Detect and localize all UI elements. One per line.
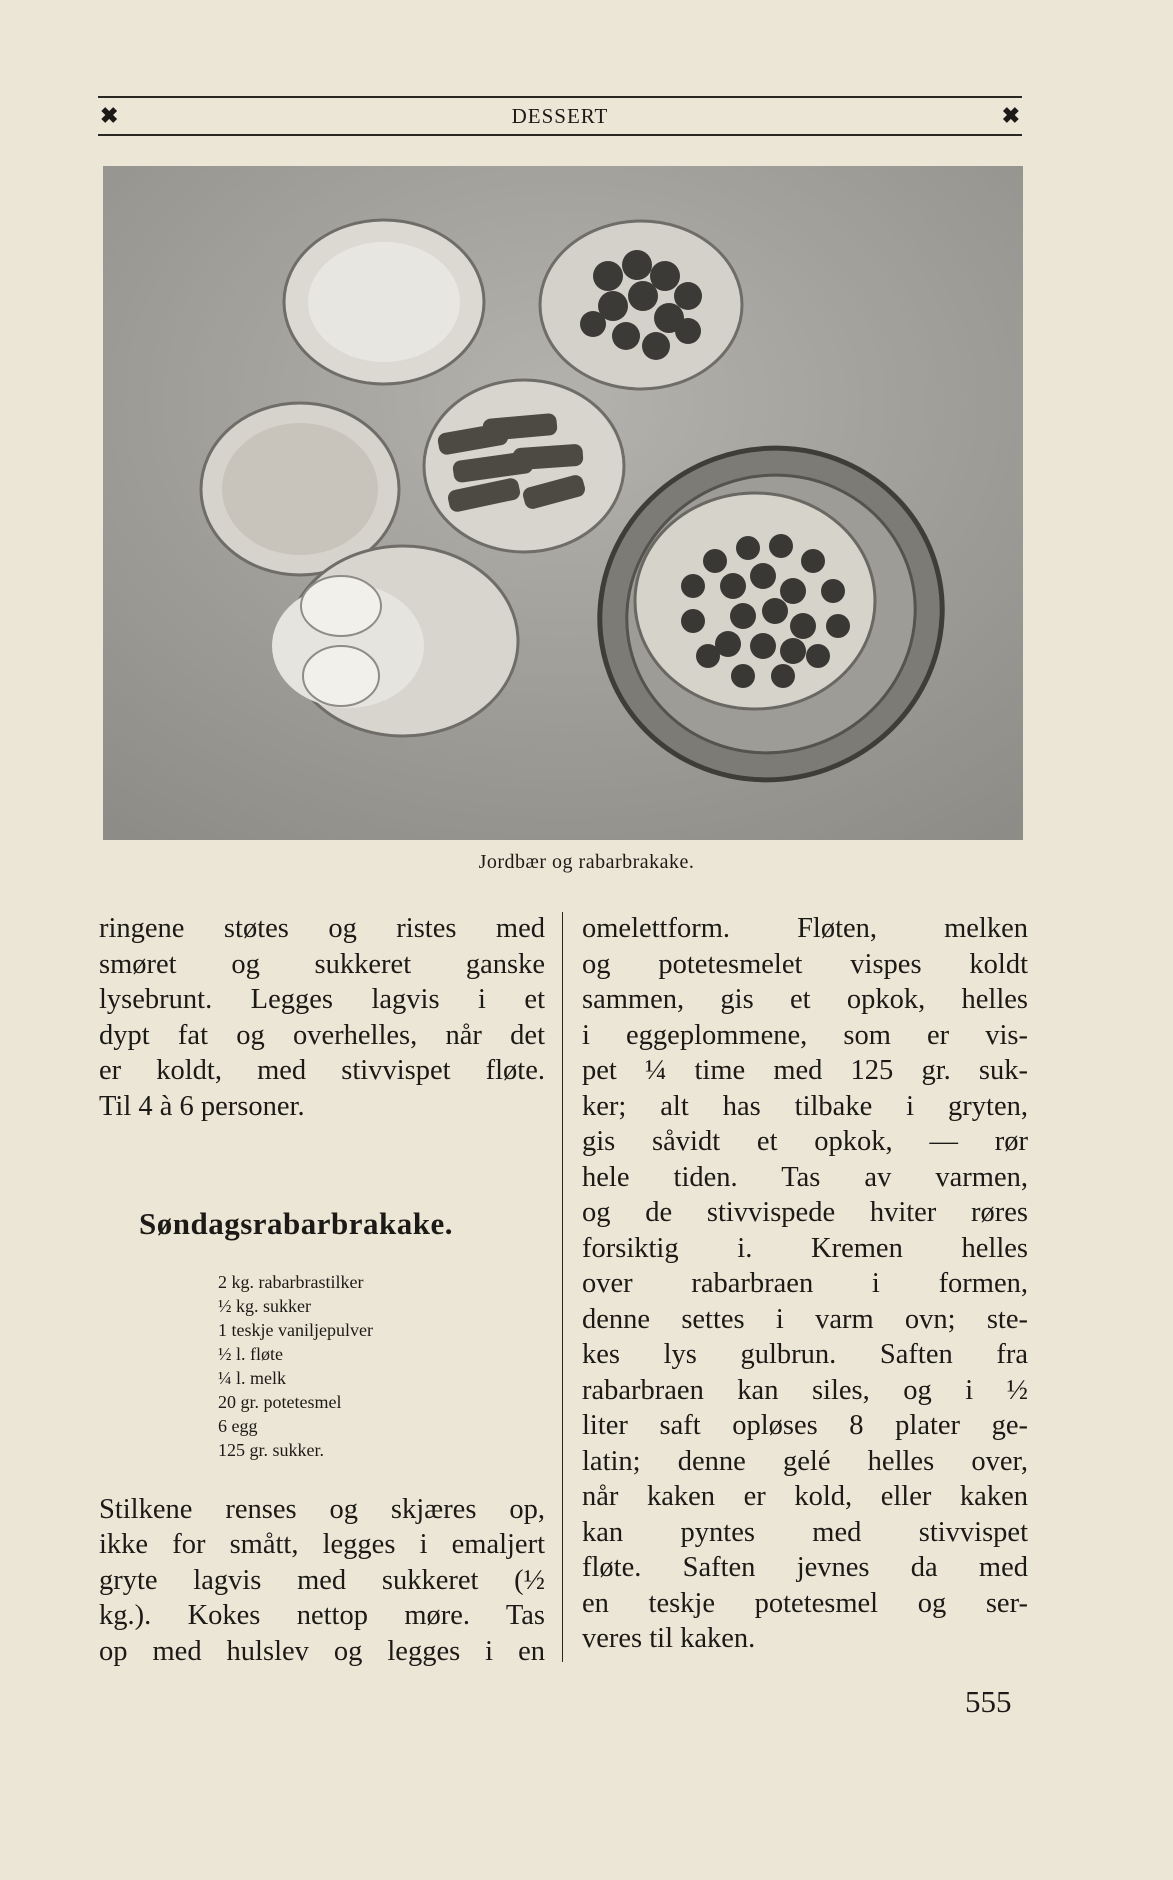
recipe-title: Søndagsrabarbrakake. <box>139 1206 454 1241</box>
text-line: rabarbraen kan siles, og i ½ <box>582 1374 1028 1406</box>
text-line: pet ¼ time med 125 gr. suk- <box>582 1055 1028 1086</box>
cake-photo <box>103 166 1023 840</box>
text-line: kan pyntes med stivvispet <box>582 1516 1028 1548</box>
text-line: ikke for smått, legges i emaljert <box>99 1529 545 1560</box>
method-paragraph <box>99 1492 545 1670</box>
ingredient-item: ¼ l. melk <box>218 1367 286 1388</box>
intro-paragraph <box>99 911 545 1124</box>
ingredient-item: ½ kg. sukker <box>218 1295 311 1316</box>
text-line: hele tiden. Tas av varmen, <box>582 1161 1028 1193</box>
text-line: op med hulslev og legges i en <box>99 1635 545 1667</box>
text-line: sammen, gis et opkok, helles <box>582 984 1028 1015</box>
text-line: liter saft opløses 8 plater ge- <box>582 1410 1028 1441</box>
text-line: dypt fat og overhelles, når det <box>99 1019 545 1051</box>
header-ornament-left-icon: ✖ <box>100 103 119 129</box>
text-line: og de stivvispede hviter røres <box>582 1197 1028 1228</box>
ingredient-item: ½ l. fløte <box>218 1343 283 1364</box>
text-line: latin; denne gelé helles over, <box>582 1445 1028 1477</box>
ingredient-item: 1 teskje vaniljepulver <box>218 1319 373 1340</box>
ingredient-item: 2 kg. rabarbrastilker <box>218 1271 364 1292</box>
ingredient-item: 20 gr. potetesmel <box>218 1391 342 1412</box>
photo-caption: Jordbær og rabarbrakake. <box>478 851 695 873</box>
text-line: over rabarbraen i formen, <box>582 1268 1028 1299</box>
text-line: kg.). Kokes nettop møre. Tas <box>99 1600 545 1631</box>
ingredient-item: 125 gr. sukker. <box>218 1439 324 1460</box>
text-line: i eggeplommene, som er vis- <box>582 1019 1028 1051</box>
text-line: fløte. Saften jevnes da med <box>582 1552 1028 1583</box>
ingredient-item: 6 egg <box>218 1415 258 1436</box>
text-line: ker; alt has tilbake i gryten, <box>582 1090 1028 1122</box>
text-line: ringene støtes og ristes med <box>99 913 545 944</box>
method-continuation-paragraph <box>582 911 1028 1657</box>
text-line: Stilkene renses og skjæres op, <box>99 1493 545 1525</box>
text-line: omelettform. Fløten, melken <box>582 913 1028 944</box>
cake-ingredients-photo-icon <box>103 166 1023 840</box>
text-line: forsiktig i. Kremen helles <box>582 1232 1028 1264</box>
column-divider <box>562 912 563 1662</box>
ingredient-list <box>218 1270 545 1462</box>
text-line: veres til kaken. <box>582 1623 756 1654</box>
text-line: når kaken er kold, eller kaken <box>582 1481 1028 1512</box>
text-line: er koldt, med stivvispet fløte. <box>99 1055 545 1086</box>
text-line: denne settes i varm ovn; ste- <box>582 1303 1028 1335</box>
left-column <box>99 911 545 1669</box>
text-line: lysebrunt. Legges lagvis i et <box>99 984 545 1015</box>
running-header <box>98 96 1022 136</box>
text-line: en teskje potetesmel og ser- <box>582 1587 1028 1619</box>
text-line: gis såvidt et opkok, — rør <box>582 1126 1028 1157</box>
header-ornament-right-icon: ✖ <box>1001 103 1020 129</box>
text-line: Til 4 à 6 personer. <box>99 1090 305 1122</box>
text-line: og potetesmelet vispes koldt <box>582 948 1028 980</box>
right-column <box>582 911 1028 1657</box>
text-line: kes lys gulbrun. Saften fra <box>582 1339 1028 1370</box>
section-title: DESSERT <box>511 104 609 128</box>
text-line: smøret og sukkeret ganske <box>99 948 545 980</box>
text-line: gryte lagvis med sukkeret (½ <box>99 1564 545 1596</box>
page-number: 555 <box>965 1684 1012 1719</box>
